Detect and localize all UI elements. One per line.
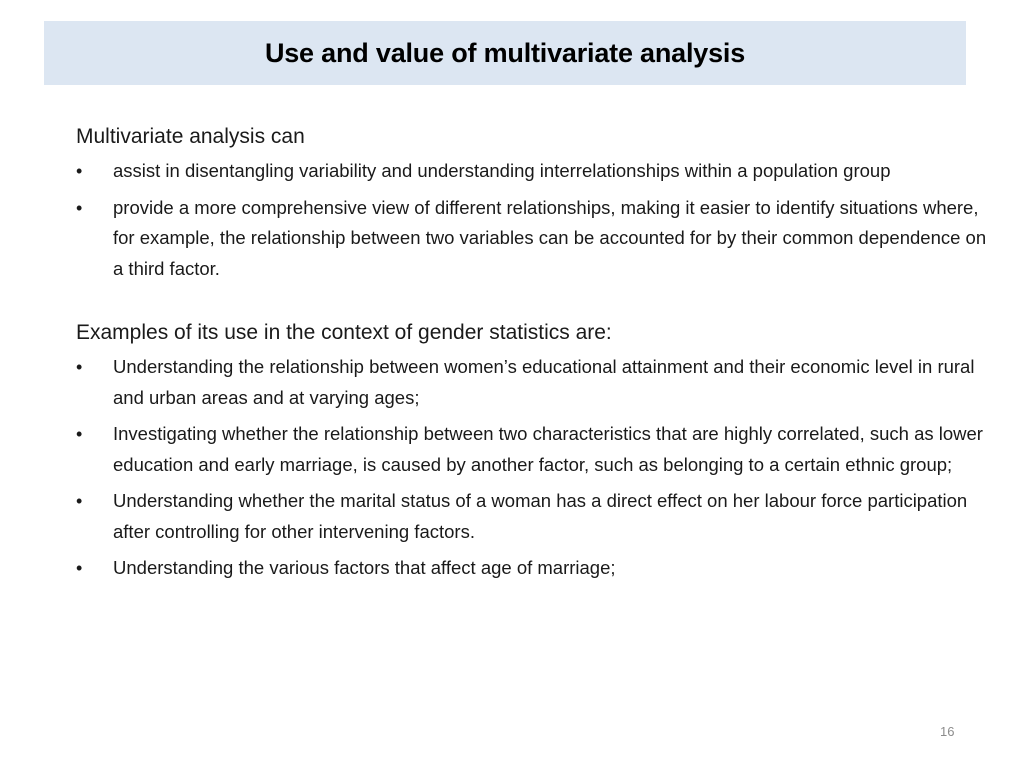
bullet-dot-icon: • [76, 491, 83, 511]
bullet-item [76, 193, 996, 285]
slide-content [76, 120, 996, 590]
bullet-item [76, 553, 996, 584]
bullet-item [76, 156, 996, 187]
title-bar [44, 21, 966, 85]
bullet-text: assist in disentangling variability and understanding interrelationships within a population group [113, 160, 891, 181]
bullet-item [76, 486, 996, 547]
bullet-dot-icon: • [76, 161, 83, 181]
bullet-dot-icon: • [76, 558, 83, 578]
bullet-text: Understanding whether the marital status of a woman has a direct effect on her labour force participation after controlling for other intervening factors. [113, 490, 968, 542]
bullet-text: Investigating whether the relationship between two characteristics that are highly correlated, such as lower education and early marriage, is caused by another factor, such as belonging to a certain ethnic group; [113, 423, 983, 475]
bullet-dot-icon: • [76, 424, 83, 444]
bullet-text: provide a more comprehensive view of different relationships, making it easier to identify situations where, for example, the relationship between two variables can be accounted for by their common dependence on a third factor. [113, 196, 987, 279]
section-heading-examples: Examples of its use in the context of gender statistics are: [76, 321, 612, 344]
bullet-text: Understanding the various factors that affect age of marriage; [113, 557, 616, 578]
bullet-dot-icon: • [76, 197, 83, 218]
bullet-dot-icon: • [76, 357, 83, 377]
section-heading-multivariate: Multivariate analysis can [76, 125, 305, 148]
slide-title: Use and value of multivariate analysis [264, 37, 746, 68]
bullet-item [76, 352, 996, 413]
page-number: 16 [940, 724, 955, 739]
bullet-text: Understanding the relationship between women’s educational attainment and their economic level in rural and urban areas and at varying ages; [113, 356, 975, 408]
bullet-list-capabilities [76, 156, 996, 284]
bullet-list-examples [76, 352, 996, 584]
bullet-item [76, 419, 996, 480]
